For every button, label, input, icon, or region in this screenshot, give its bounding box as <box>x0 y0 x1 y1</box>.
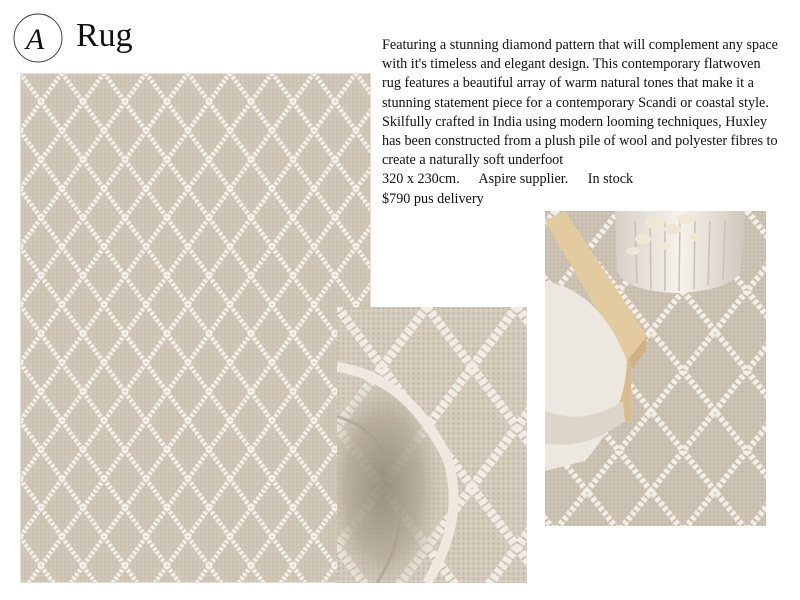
logo-letter: A <box>25 23 45 56</box>
product-price: $790 pus delivery <box>382 190 484 207</box>
description-text: Featuring a stunning diamond pattern that will complement any space with it's timeless and elegant design. This contemporary flatwoven rug features a beautiful array of warm natural tones that make it a stunning statement piece for a contemporary Scandi or coastal style. Skilfully crafted in India using modern looming techniques, Huxley has been constructed from a plush pile of wool and polyester fibres to create a naturally soft underfoot <box>382 37 778 169</box>
rug-photo-detail <box>337 307 527 583</box>
product-description <box>382 36 782 209</box>
page-title: Rug <box>76 17 133 54</box>
product-meta <box>382 170 782 189</box>
product-size: 320 x 230cm. <box>382 171 460 188</box>
stock-status: In stock <box>587 171 634 188</box>
product-supplier: Aspire supplier. <box>478 171 569 188</box>
rug-photo-full <box>20 73 371 583</box>
rug-photo-room <box>545 211 766 526</box>
brand-logo <box>12 12 64 64</box>
